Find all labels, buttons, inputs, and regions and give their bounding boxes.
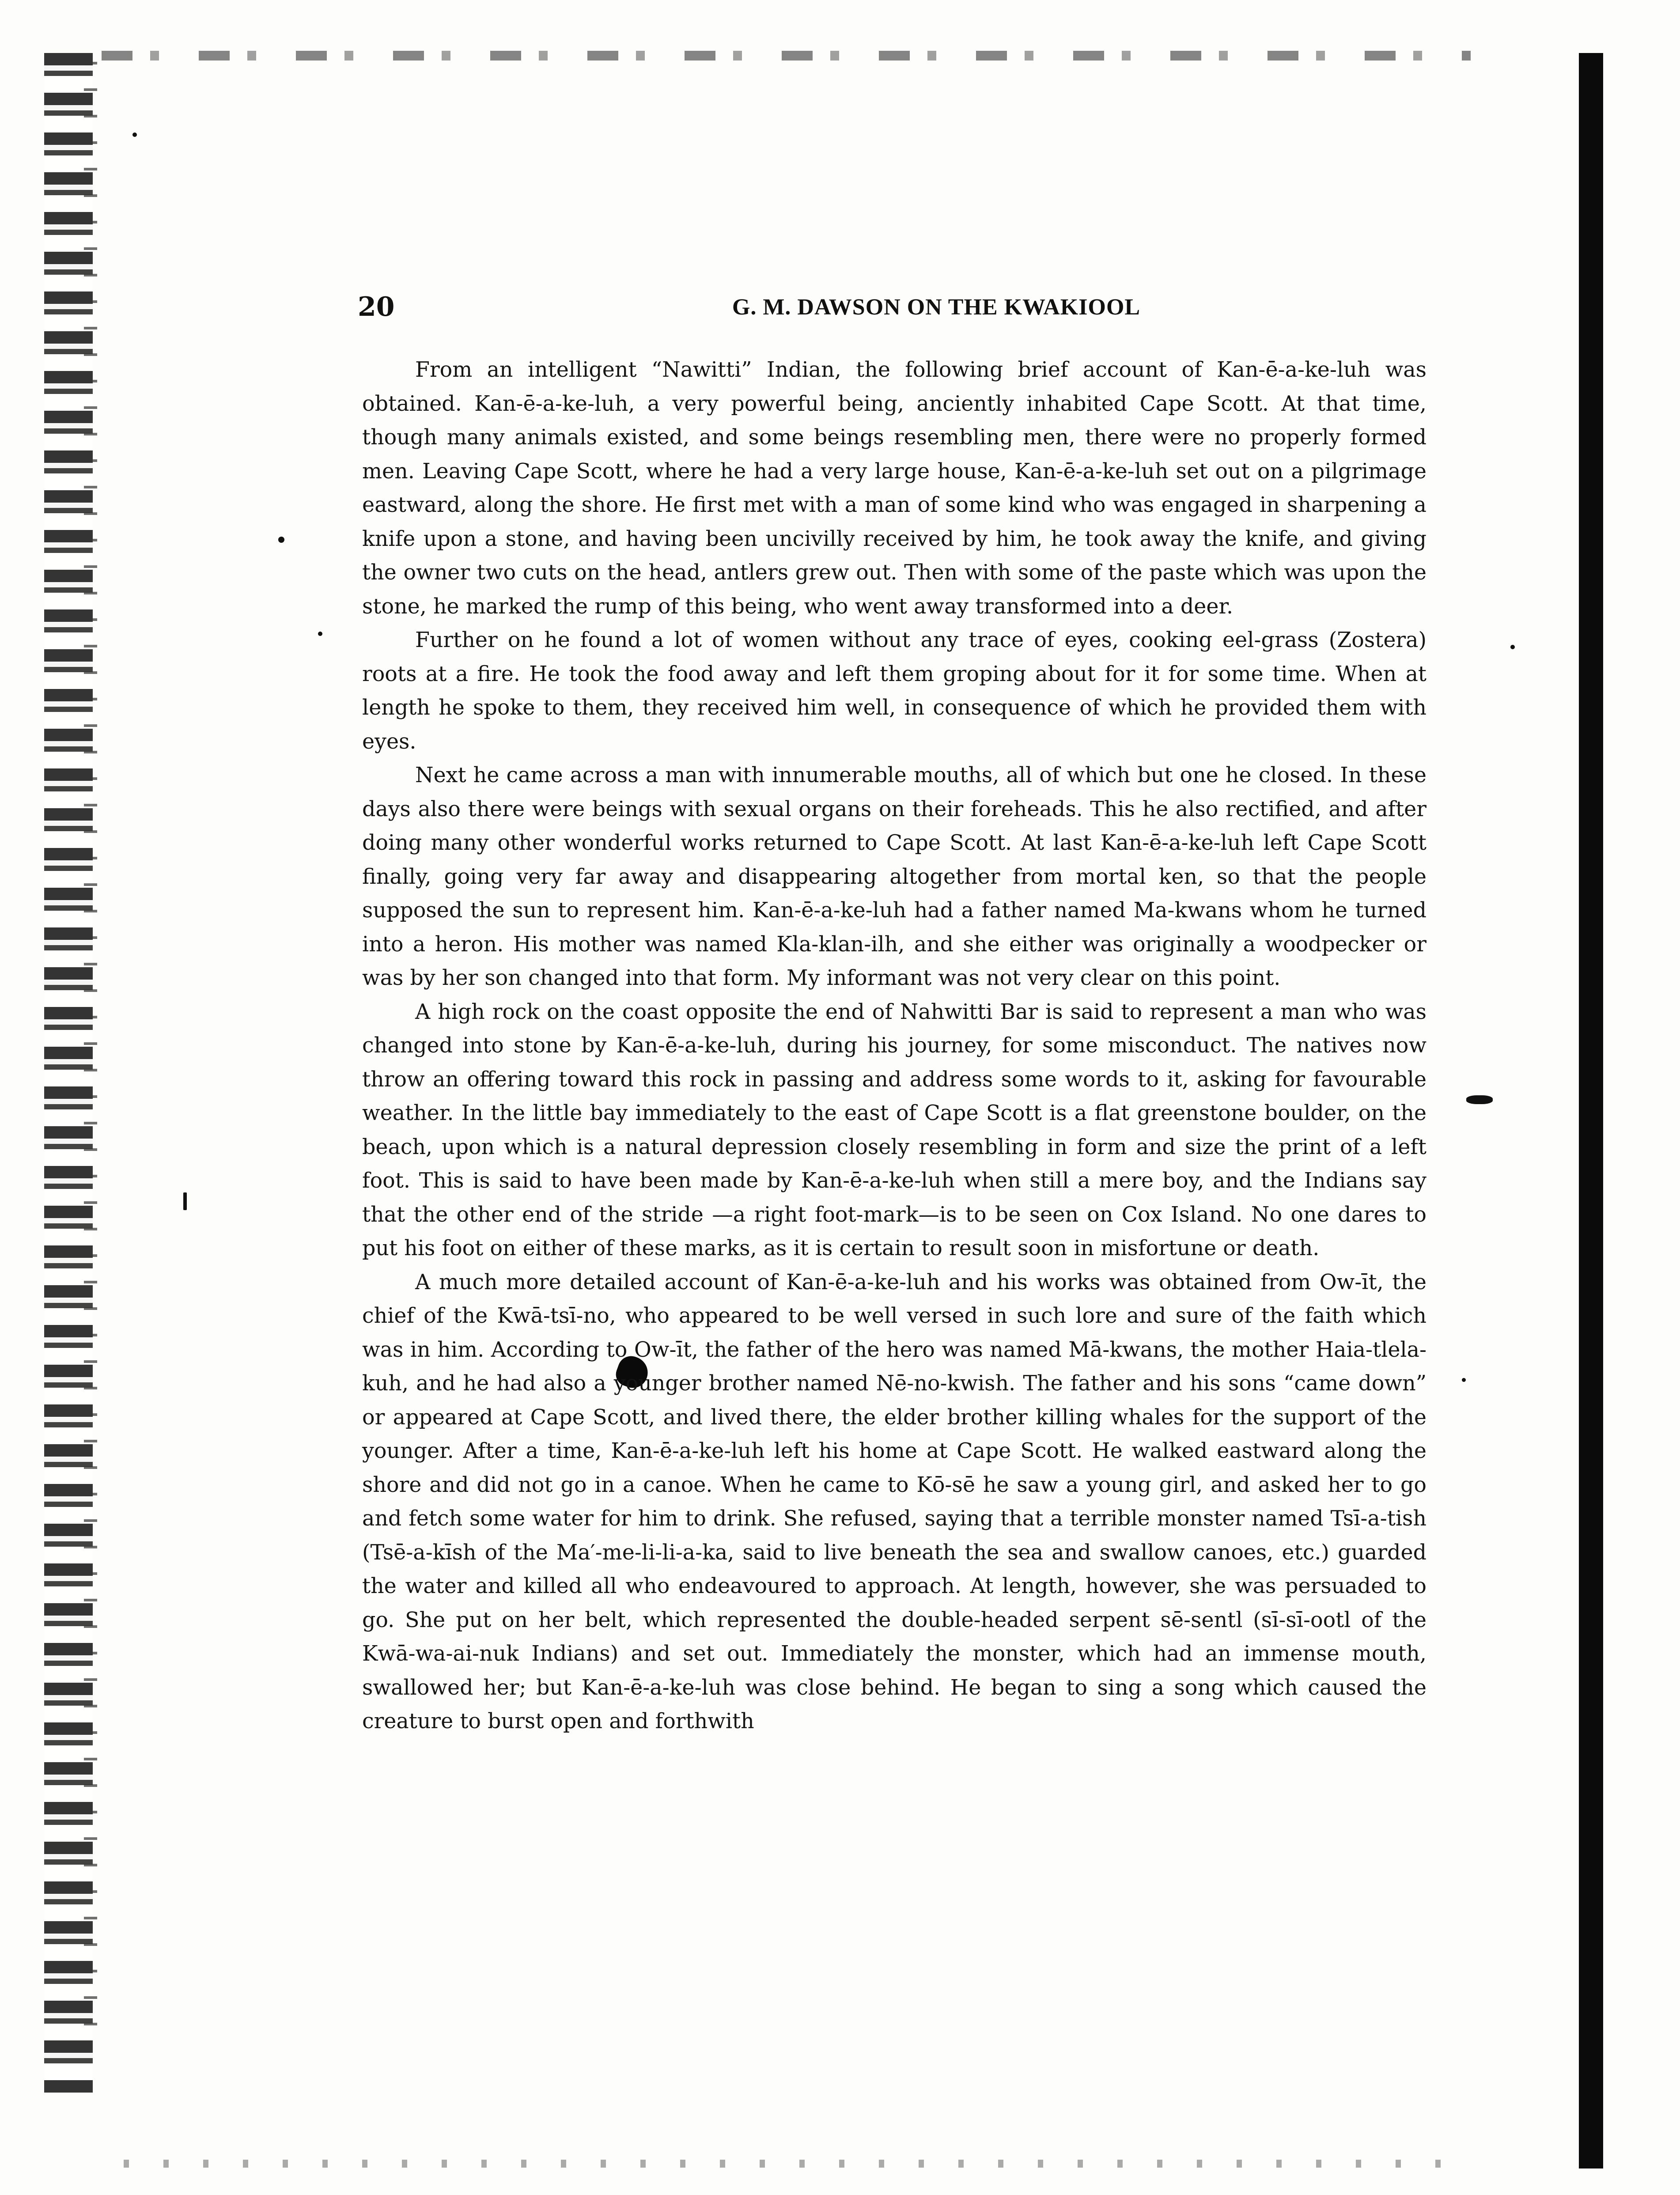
scan-edge-top [102,51,1471,61]
page-number: 20 [358,291,395,322]
body-text [362,353,1426,1739]
scan-speck [1466,1095,1493,1104]
scan-speck [183,1192,187,1210]
scan-edge-bottom [124,2160,1449,2168]
paragraph: A much more detailed account of Kan-ē-a-ke-luh and his works was obtained from Ow-īt, the chief of the Kwā-tsī-no, who appeared to be well versed in such lore and sure of the faith which was in him. According to Ow-īt, the father of the hero was named Mā-kwans, the mother Haia-tlela-kuh, and he had also a younger brother named Nē-no-kwish. The father and his sons “came down” or appeared at Cape Scott, and lived there, the elder brother killing whales for the support of the younger. After a time, Kan-ē-a-ke-luh left his home at Cape Scott. He walked eastward along the shore and did not go in a canoe. When he came to Kō-sē he saw a young girl, and asked her to go and fetch some water for him to drink. She refused, saying that a terrible monster named Tsī-a-tish (Tsē-a-kīsh of the Ma′-me-li-li-a-ka, said to live beneath the sea and swallow canoes, etc.) guarded the water and killed all who endeavoured to approach. At length, however, she was persuaded to go. She put on her belt, which represented the double-headed serpent sē-sentl (sī-sī-ootl of the Kwā-wa-ai-nuk Indians) and set out. Immediately the monster, which had an immense mouth, swallowed her; but Kan-ē-a-ke-luh was close behind. He began to sing a song which caused the creature to burst open and forthwith [362,1270,1426,1733]
running-title: G. M. DAWSON ON THE KWAKIOOL [732,295,1141,320]
paragraph: A high rock on the coast opposite the end of Nahwitti Bar is said to represent a man who was changed into stone by Kan-ē-a-ke-luh, during his journey, for some misconduct. The natives now throw an offering toward this rock in passing and address some words to it, asking for favourable weather. In the little bay immediately to the east of Cape Scott is a flat greenstone boulder, on the beach, upon which is a natural depression closely resembling in form and size the print of a left foot. This is said to have been made by Kan-ē-a-ke-luh when still a mere boy, and the Indians say that the other end of the stride —a right foot-mark—is to be seen on Cox Island. No one dares to put his foot on either of these marks, as it is certain to result soon in misfortune or death. [362,999,1426,1260]
paragraph: From an intelligent “Nawitti” Indian, the following brief account of Kan-ē-a-ke-luh was obtained. Kan-ē-a-ke-luh, a very powerful being, anciently inhabited Cape Scott. At that time, though many animals existed, and some beings resembling men, there were no properly formed men. Leaving Cape Scott, where he had a very large house, Kan-ē-a-ke-luh set out on a pilgrimage eastward, along the shore. He first met with a man of some kind who was engaged in sharpening a knife upon a stone, and having been uncivilly received by him, he took away the knife, and giving the owner two cuts on the head, antlers grew out. Then with some of the paste which was upon the stone, he marked the rump of this being, who went away transformed into a deer. [362,358,1426,619]
paragraph: Further on he found a lot of women without any trace of eyes, cooking eel-grass (Zostera) roots at a fire. He took the food away and left them groping about for it for some time. When at length he spoke to them, they received him well, in consequence of which he provided them with eyes. [362,628,1426,754]
scan-speck [132,132,137,137]
scan-speck [318,632,322,636]
scan-speck [1462,1378,1466,1382]
scan-edge-right [1579,53,1603,2169]
scan-edge-left-marks [84,62,97,2049]
scan-speck [278,537,284,543]
scan-speck [1510,645,1515,649]
page-header [358,291,1426,331]
paragraph: Next he came across a man with innumerable mouths, all of which but one he closed. In these days also there were beings with sexual organs on their foreheads. This he also rectified, and after doing many other wonderful works returned to Cape Scott. At last Kan-ē-a-ke-luh left Cape Scott finally, going very far away and disappearing altogether from mortal ken, so that the people supposed the sun to represent him. Kan-ē-a-ke-luh had a father named Ma-kwans whom he turned into a heron. His mother was named Kla-klan-ilh, and she either was originally a woodpecker or was by her son changed into that form. My informant was not very clear on this point. [362,763,1426,990]
